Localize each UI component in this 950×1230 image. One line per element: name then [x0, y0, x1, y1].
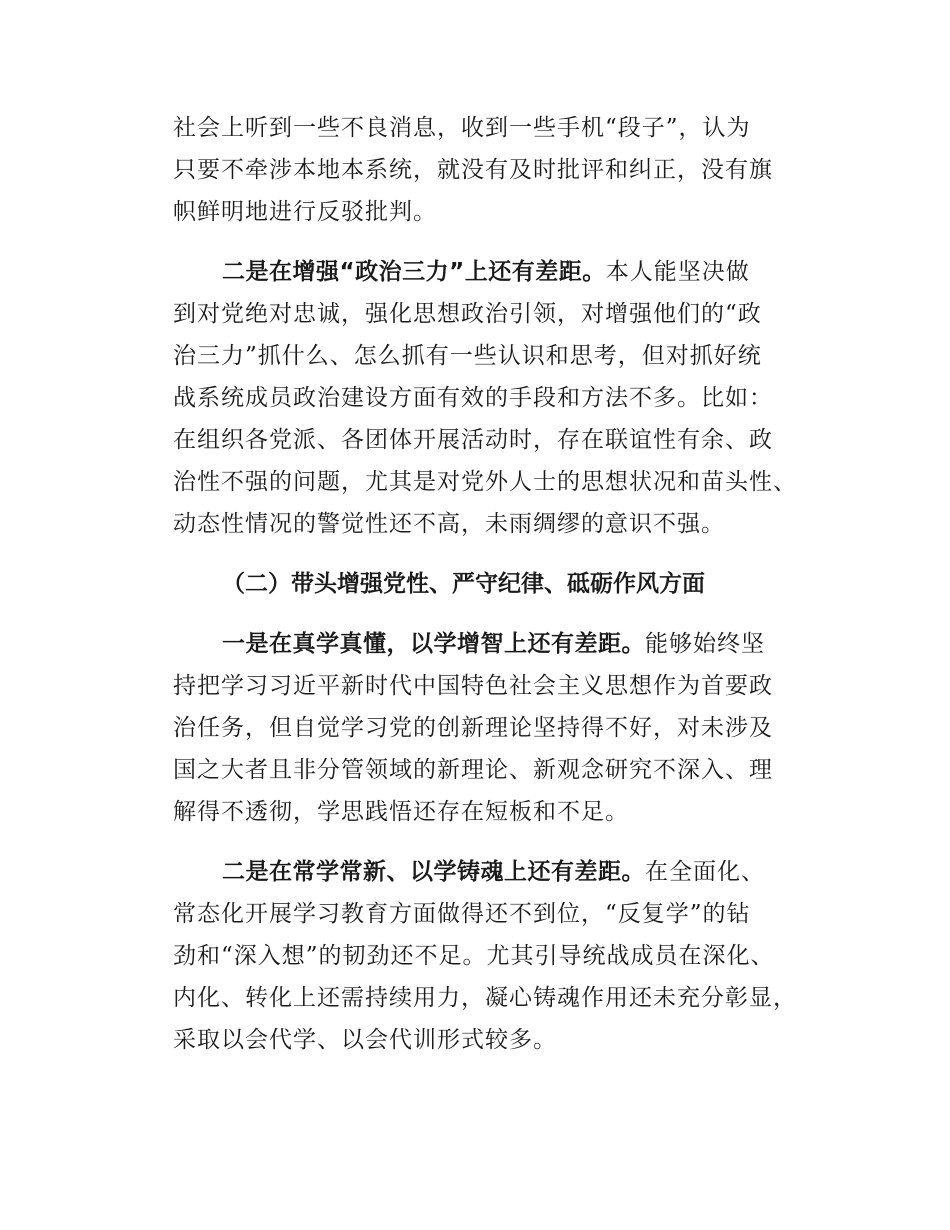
paragraph-2-line-2: 到对党绝对忠诚，强化思想政治引领，对增强他们的“政	[173, 301, 762, 327]
paragraph-1-line-2: 只要不牵涉本地本系统，就没有及时批评和纠正，没有旗	[173, 157, 773, 183]
paragraph-4-line-3: 劲和“深入想”的韧劲还不足。尤其引导统战成员在深化、	[173, 943, 775, 969]
paragraph-4-line-4: 内化、转化上还需持续用力，凝心铸魂作用还未充分彰显，	[173, 985, 797, 1011]
paragraph-1-line-3: 帜鲜明地进行反驳批判。	[173, 199, 437, 225]
paragraph-4-line-1	[222, 856, 765, 888]
section-heading: （二）带头增强党性、严守纪律、砥砺作风方面	[222, 571, 705, 597]
paragraph-4-line-5: 采取以会代学、以会代训形式较多。	[173, 1027, 557, 1053]
paragraph-3-line-1	[222, 628, 765, 660]
paragraph-2-first-rest: 本人能坚决做	[605, 259, 750, 285]
paragraph-3-line-4: 国之大者且非分管领域的新理论、新观念研究不深入、理	[173, 757, 773, 783]
paragraph-4-first-rest: 在全面化、	[645, 859, 765, 885]
paragraph-3-line-5: 解得不透彻，学思践悟还存在短板和不足。	[173, 799, 629, 825]
paragraph-2-line-7: 动态性情况的警觉性还不高，未雨绸缪的意识不强。	[173, 511, 725, 537]
paragraph-3-first-rest: 能够始终坚	[645, 631, 765, 657]
paragraph-2-line-6: 治性不强的问题，尤其是对党外人士的思想状况和苗头性、	[173, 469, 797, 495]
paragraph-2-line-5: 在组织各党派、各团体开展活动时，存在联谊性有余、政	[173, 427, 773, 453]
paragraph-2-line-3: 治三力”抓什么、怎么抓有一些认识和思考，但对抓好统	[173, 343, 762, 369]
paragraph-3-lead: 一是在真学真懂，以学增智上还有差距。	[222, 631, 645, 657]
paragraph-2-lead: 二是在增强“政治三力”上还有差距。	[222, 259, 606, 285]
paragraph-4-lead: 二是在常学常新、以学铸魂上还有差距。	[222, 859, 645, 885]
paragraph-3-line-2: 持把学习习近平新时代中国特色社会主义思想作为首要政	[173, 673, 773, 699]
paragraph-2-line-1	[222, 256, 750, 288]
paragraph-3-line-3: 治任务，但自觉学习党的创新理论坚持得不好，对未涉及	[173, 715, 773, 741]
paragraph-1-line-1: 社会上听到一些不良消息，收到一些手机“段子”，认为	[173, 115, 751, 141]
paragraph-2-line-4: 战系统成员政治建设方面有效的手段和方法不多。比如：	[173, 385, 773, 411]
paragraph-4-line-2: 常态化开展学习教育方面做得还不到位，“反复学”的钻	[173, 901, 751, 927]
